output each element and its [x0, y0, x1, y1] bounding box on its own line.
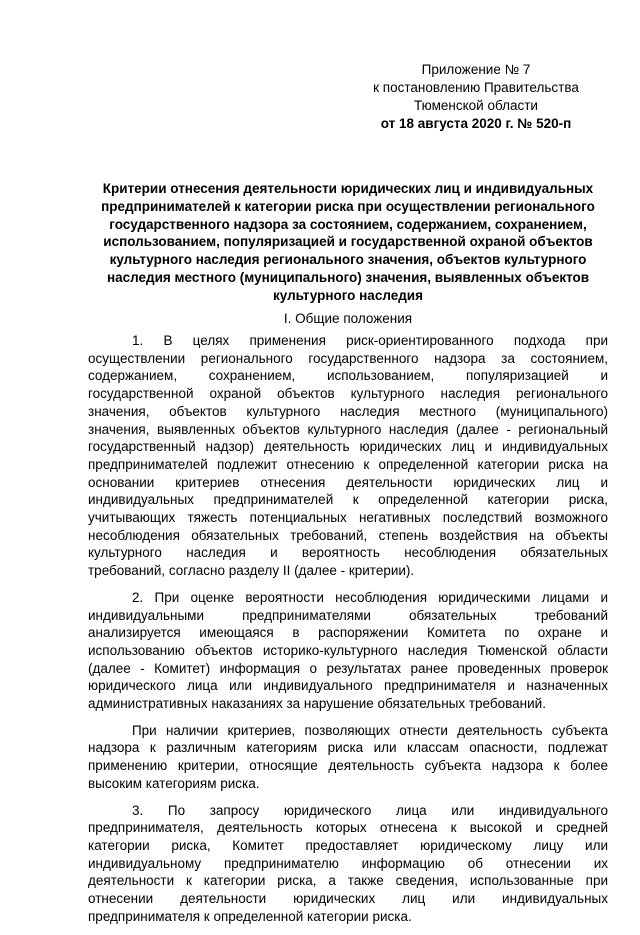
- document-title: [88, 180, 608, 305]
- paragraph-line: юридического лица или индивидуального предпринимателя и назначенных: [88, 678, 608, 694]
- appendix-number: Приложение № 7: [421, 62, 531, 77]
- title-line: предпринимателей к категории риска при осуществлении регионального: [101, 198, 595, 214]
- paragraph-line: надзора к различным категориям риска или классам опасности, подлежат: [88, 740, 608, 756]
- paragraph-line: индивидуальных предпринимателей к определенной категории риска,: [88, 492, 608, 508]
- paragraph-line: индивидуальному предпринимателю информацию об отнесении их: [88, 855, 608, 871]
- paragraph-line: требований, согласно разделу II (далее - критерии).: [88, 563, 415, 579]
- paragraph-line: содержанием, сохранением, использованием, популяризацией и: [88, 368, 608, 384]
- paragraph-line: анализируется имеющаяся в распоряжении Комитета по охране и: [88, 625, 608, 641]
- title-line: использованием, популяризацией и государственной охраной объектов: [103, 234, 593, 250]
- paragraph-line: категории риска, Комитет предоставляет юридическому лицу или: [88, 837, 608, 853]
- paragraph-line: При наличии критериев, позволяющих отнести деятельность субъекта: [132, 722, 608, 738]
- paragraph-3: [88, 722, 608, 793]
- paragraph-line: 1. В целях применения риск-ориентированного подхода при: [132, 333, 608, 348]
- paragraph-line: значения, объектов культурного наследия местного (муниципального): [88, 403, 608, 419]
- title-line: государственного надзора за состоянием, содержанием, сохранением,: [109, 216, 587, 232]
- title-line: культурного наследия: [273, 287, 423, 303]
- section-heading: I. Общие положения: [283, 311, 413, 326]
- paragraph-line: культурного наследия и вероятность несоблюдения обязательных: [88, 545, 608, 561]
- document-body: [88, 332, 608, 935]
- paragraph-line: основании критериев отнесения деятельности юридических лиц и: [88, 474, 608, 490]
- paragraph-line: предпринимателя к определенной категории риска.: [88, 908, 412, 924]
- paragraph-line: высоким категориям риска.: [88, 775, 260, 791]
- paragraph-line: предпринимателя, деятельность которых отнесена к высокой и средней: [88, 820, 608, 836]
- paragraph-2: [88, 589, 608, 713]
- paragraph-line: государственный надзор) деятельность юридических лиц и индивидуальных: [88, 439, 608, 455]
- paragraph-line: учитывающих тяжесть потенциальных негативных последствий возможного: [88, 510, 608, 526]
- appendix-date: от 18 августа 2020 г. № 520-п: [380, 116, 572, 131]
- paragraph-line: несоблюдения обязательных требований, степень воздействия на объекты: [88, 527, 608, 543]
- paragraph-line: осуществлении регионального государственного надзора за состоянием,: [88, 350, 608, 366]
- title-line: Критерии отнесения деятельности юридических лиц и индивидуальных: [102, 181, 594, 196]
- paragraph-line: предпринимателей подлежит отнесению к определенной категории риска на: [88, 456, 608, 472]
- appendix-block: [360, 61, 592, 133]
- paragraph-line: 2. При оценке вероятности несоблюдения юридическими лицами и: [132, 589, 608, 605]
- paragraph-4: [88, 802, 608, 926]
- paragraph-line: (далее - Комитет) информация о результатах ранее проведенных проверок: [88, 660, 608, 676]
- paragraph-line: деятельности к категории риска, а также сведения, использованные при: [88, 873, 608, 889]
- paragraph-line: применению критерии, относящие деятельность субъекта надзора к более: [88, 758, 608, 774]
- title-line: наследия местного (муниципального) значения, выявленных объектов: [106, 269, 590, 285]
- paragraph-line: отнесении деятельности юридических лиц или индивидуальных: [88, 891, 608, 907]
- appendix-reference: к постановлению Правительства: [373, 80, 579, 95]
- title-line: культурного наследия регионального значения, объектов культурного: [109, 252, 587, 268]
- paragraph-line: значения, выявленных объектов культурного наследия (далее - региональный: [88, 421, 608, 437]
- paragraph-1: [88, 332, 608, 580]
- paragraph-line: 3. По запросу юридического лица или индивидуального: [132, 802, 608, 818]
- paragraph-line: государственной охраной объектов культурного наследия регионального: [88, 386, 608, 402]
- paragraph-line: индивидуальными предпринимателями обязательных требований: [88, 607, 608, 623]
- paragraph-line: использованию объектов историко-культурного наследия Тюменской области: [88, 642, 608, 658]
- paragraph-line: административных наказаниях за нарушение обязательных требований.: [88, 696, 546, 712]
- appendix-region: Тюменской области: [414, 98, 538, 113]
